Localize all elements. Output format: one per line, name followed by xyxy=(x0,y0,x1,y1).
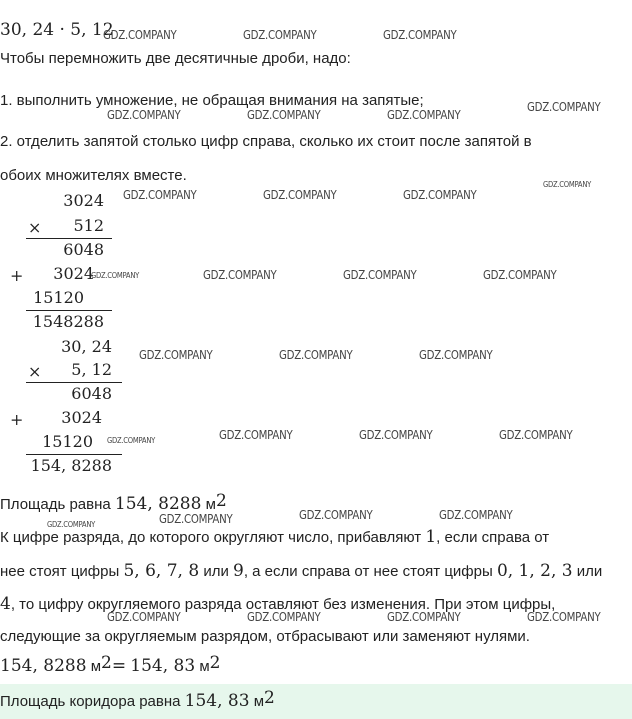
step-2-cont: обоих множителях вместе. xyxy=(0,167,187,184)
calc1-plus-sign: + xyxy=(10,266,24,285)
watermark: GDZ.COMPANY xyxy=(203,268,277,282)
rounding-line-4: следующие за округляемым разрядом, отбрасывают или заменяют нулями. xyxy=(0,628,530,645)
rounding-text: , то цифру округляемого разряда оставляют без изменения. При этом цифры, xyxy=(10,596,556,613)
equation-exponent: 2 xyxy=(101,653,112,673)
rounding-text: К цифре разряда, до которого округляют число, прибавляют xyxy=(0,529,422,546)
calc1-multiplicand: 3024 xyxy=(63,191,104,210)
equation-left: 154, 8288 xyxy=(0,656,87,676)
calc2-rule-2 xyxy=(26,454,122,455)
calc2-partial-1: 6048 xyxy=(71,384,112,403)
calc2-partial-2: 3024 xyxy=(61,408,102,427)
watermark: GDZ.COMPANY xyxy=(383,28,457,42)
watermark: GDZ.COMPANY xyxy=(499,428,573,442)
watermark: GDZ.COMPANY xyxy=(107,108,181,122)
calc1-rule-1 xyxy=(26,238,112,239)
rule-title: Чтобы перемножить две десятичные дроби, надо: xyxy=(0,50,351,67)
area-exponent: 2 xyxy=(215,491,227,511)
answer-value: 154, 83 xyxy=(184,691,250,711)
calc2-partial-3: 15120 xyxy=(42,432,93,451)
answer-exponent: 2 xyxy=(264,688,275,708)
watermark: GDZ.COMPANY xyxy=(139,348,213,362)
watermark: GDZ.COMPANY xyxy=(543,180,592,189)
rounding-text: или xyxy=(203,563,229,580)
area-label: Площадь равна xyxy=(0,496,111,513)
watermark: GDZ.COMPANY xyxy=(483,268,557,282)
watermark: GDZ.COMPANY xyxy=(219,428,293,442)
calc2-result: 154, 8288 xyxy=(30,456,112,475)
calc2-plus-sign: + xyxy=(10,410,24,429)
rounding-text: или xyxy=(576,563,603,580)
watermark: GDZ.COMPANY xyxy=(247,108,321,122)
watermark: GDZ.COMPANY xyxy=(359,428,433,442)
rounding-digits: 5, 6, 7, 8 xyxy=(123,561,200,581)
watermark: GDZ.COMPANY xyxy=(387,108,461,122)
watermark: GDZ.COMPANY xyxy=(419,348,493,362)
answer-label: Площадь коридора равна xyxy=(0,693,181,710)
watermark: GDZ.COMPANY xyxy=(387,610,461,624)
rounding-text: , а если справа от нее стоят цифры xyxy=(243,563,493,580)
watermark: GDZ.COMPANY xyxy=(123,188,197,202)
equation-exponent: 2 xyxy=(209,653,221,673)
calc2-times-sign: × xyxy=(28,362,42,381)
watermark: GDZ.COMPANY xyxy=(107,610,181,624)
watermark: GDZ.COMPANY xyxy=(247,610,321,624)
equation-unit: м xyxy=(199,658,210,675)
answer-box xyxy=(0,684,632,719)
header-expression: 30, 24 · 5, 12 xyxy=(0,20,114,40)
rounding-digit: 4 xyxy=(0,594,11,614)
watermark: GDZ.COMPANY xyxy=(103,28,177,42)
equation-sign: = xyxy=(111,656,127,676)
rounding-digit: 9 xyxy=(233,561,244,581)
rounding-digit: 1 xyxy=(425,527,437,547)
answer-unit: м xyxy=(253,693,265,710)
calc1-multiplier: 512 xyxy=(73,216,104,235)
watermark: GDZ.COMPANY xyxy=(91,271,140,280)
calc1-rule-2 xyxy=(26,310,112,311)
rounding-equation xyxy=(0,653,221,677)
step-2: 2. отделить запятой столько цифр справа, сколько их стоит после запятой в xyxy=(0,133,532,150)
calc1-result: 1548288 xyxy=(32,312,104,331)
rounding-line-2 xyxy=(0,561,602,582)
watermark: GDZ.COMPANY xyxy=(107,436,156,445)
step-1: 1. выполнить умножение, не обращая внимания на запятые; xyxy=(0,92,424,109)
calc2-rule-1 xyxy=(26,382,122,383)
calc1-times-sign: × xyxy=(28,218,42,237)
watermark: GDZ.COMPANY xyxy=(439,508,513,522)
rounding-text: нее стоят цифры xyxy=(0,563,120,580)
area-unit: м xyxy=(205,496,216,513)
calc2-multiplicand: 30, 24 xyxy=(61,337,112,356)
area-value: 154, 8288 xyxy=(114,494,202,514)
watermark: GDZ.COMPANY xyxy=(527,100,601,114)
watermark: GDZ.COMPANY xyxy=(263,188,337,202)
rounding-digits: 0, 1, 2, 3 xyxy=(496,561,573,581)
watermark: GDZ.COMPANY xyxy=(159,512,233,526)
watermark: GDZ.COMPANY xyxy=(243,28,317,42)
calc2-multiplier: 5, 12 xyxy=(71,360,112,379)
watermark: GDZ.COMPANY xyxy=(47,520,96,529)
rounding-text: , если справа от xyxy=(436,529,550,546)
watermark: GDZ.COMPANY xyxy=(403,188,477,202)
calc1-partial-3: 15120 xyxy=(33,288,84,307)
calc1-partial-1: 6048 xyxy=(63,240,104,259)
equation-right: 154, 83 xyxy=(130,656,196,676)
watermark: GDZ.COMPANY xyxy=(279,348,353,362)
answer-line xyxy=(0,688,275,712)
watermark: GDZ.COMPANY xyxy=(527,610,601,624)
watermark: GDZ.COMPANY xyxy=(343,268,417,282)
equation-unit: м xyxy=(90,658,102,675)
watermark: GDZ.COMPANY xyxy=(299,508,373,522)
rounding-line-1 xyxy=(0,527,549,548)
calc1-partial-2: 3024 xyxy=(53,264,94,283)
